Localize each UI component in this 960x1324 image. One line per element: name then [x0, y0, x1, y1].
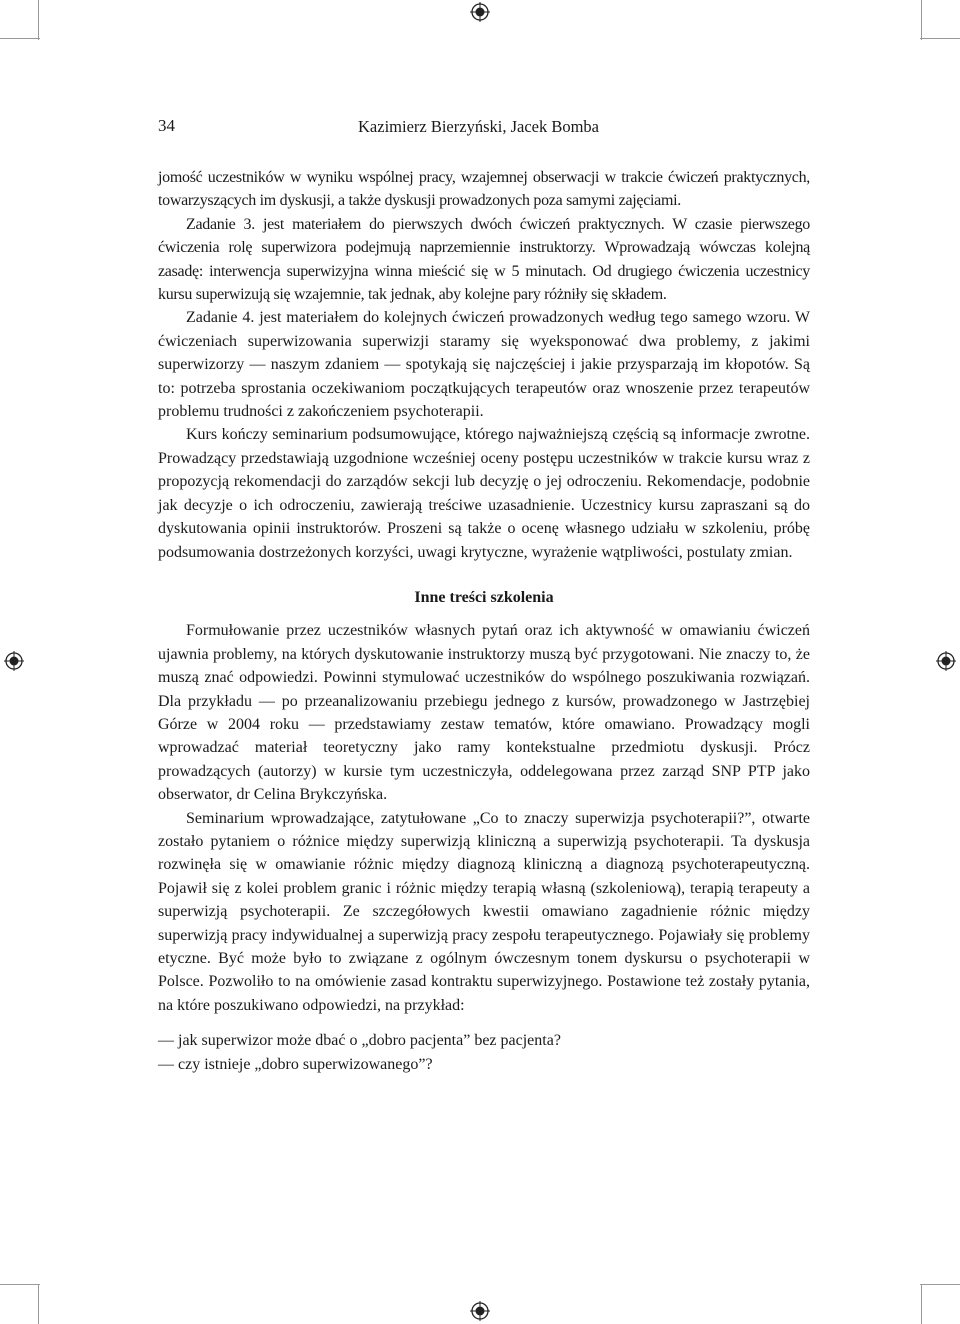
paragraph: Kurs kończy seminarium podsumowujące, którego najważniejszą częścią są informacje zwrotne. Prowadzący przedstawiają uzgodnione wcześniej oceny postępu uczestników w trakcie kursu wraz z propozycją rekomendacji do zarządów sekcji lub decyzję o jej odroczeniu. Rekomendacje, podobnie jak decyzje o ich odroczeniu, zawierają treściwe uzasadnienie. Uczestnicy kursu zapraszani są do dyskutowania opinii instruktorów. Proszeni są także o ocenę własnego udziału w szkoleniu, próbę podsumowania dostrzeżonych korzyści, uwagi krytyczne, wyrażenie wątpliwości, postulaty zmian.: [158, 426, 810, 561]
list-item: — czy istnieje „dobro superwizowanego”?: [158, 1055, 433, 1073]
paragraph: Seminarium wprowadzające, zatytułowane „Co to znaczy superwizja psychoterapii?”, otwarte zostało pytaniem o różnice między superwizją kliniczną a superwizją psychoterapii. Ta dyskusja rozwinęła się w omawianie różnic między diagnozą kliniczną a diagnozą psychoterapeutyczną. Pojawił się z kolei problem granic i różnic między terapią własną (szkoleniową), terapią terapeuty a superwizją psychoterapii. Ze szczegółowych kwestii omawiano zagadnienie różnic między superwizją pracy indywidualnej a superwizją pracy zespołu terapeutycznego. Pojawiały się problemy etyczne. Być może było to związane z ogólnym ówczesnym tonem dyskursu o psychoterapii w Polsce. Pozwoliło to na omówienie zasad kontraktu superwizyjnego. Postawione też zostały pytania, na które poszukiwano odpowiedzi, na przykład:: [158, 809, 810, 1014]
registration-mark-icon: [470, 1301, 490, 1321]
registration-mark-icon: [936, 651, 956, 671]
crop-mark: [921, 0, 922, 40]
crop-mark: [0, 38, 40, 39]
registration-mark-icon: [470, 2, 490, 22]
page-header: [158, 116, 808, 140]
list-item: — jak superwizor może dbać o „dobro pacjenta” bez pacjenta?: [158, 1032, 561, 1050]
running-head: Kazimierz Bierzyński, Jacek Bomba: [358, 117, 599, 136]
crop-mark: [920, 38, 960, 39]
paragraph: Zadanie 4. jest materiałem do kolejnych ćwiczeń prowadzonych według tego samego wzoru. W ćwiczeniach superwizowania superwizji staramy się wyeksponować dwa problemy, z jakimi superwizorzy — naszym zdaniem — spotykają się najczęściej i jakie przysparzają im kłopotów. Są to: potrzeba sprostania oczekiwaniom początkujących terapeutów oraz wnoszenie przez terapeutów problemu trudności z zakończeniem psychoterapii.: [158, 309, 810, 421]
section-heading: Inne treści szkolenia: [414, 588, 554, 606]
page-number: 34: [158, 116, 175, 135]
crop-mark: [921, 1284, 922, 1324]
crop-mark: [920, 1284, 960, 1285]
body-text: [158, 166, 810, 1076]
paragraph: Formułowanie przez uczestników własnych pytań oraz ich aktywność w omawianiu ćwiczeń ujawnia problemy, na których dyskutowanie instruktorzy muszą być przygotowani. Nie znaczy to, że muszą znać odpowiedzi. Powinni stymulować uczestników do wspólnego poszukiwania rozwiązań. Dla przykładu — po przeanalizowaniu przebiegu jednego z kursów, prowadzonego w Jastrzębiej Górze w 2004 roku — przedstawiamy zestaw tematów, które omawiano. Prowadzący mogli wprowadzać materiał teoretyczny jako ramy kontekstualne przedmiotu dyskusji. Prócz prowadzących (autorzy) w kursie tym uczestniczyła, oddelegowana przez zarząd SNP PTP jako obserwator, dr Celina Brykczyńska.: [158, 622, 810, 804]
question-list: [158, 1029, 810, 1076]
paragraph: jomość uczestników w wyniku wspólnej pracy, wzajemnej obserwacji w trakcie ćwiczeń praktycznych, towarzyszących im dyskusji, a także dyskusji prowadzonych poza samymi zajęciami.: [158, 169, 810, 210]
crop-mark: [38, 1284, 39, 1324]
crop-mark: [38, 0, 39, 40]
crop-mark: [0, 1284, 40, 1285]
paragraph: Zadanie 3. jest materiałem do pierwszych dwóch ćwiczeń praktycznych. W czasie pierwszego ćwiczenia rolę superwizora podejmują naprzemiennie instruktorzy. Wprowadzają wówczas kolejną zasadę: interwencja superwizyjna winna mieścić się w 5 minutach. Od drugiego ćwiczenia uczestnicy kursu superwizują się wzajemnie, tak jednak, aby kolejne pary różniły się składem.: [158, 215, 810, 304]
registration-mark-icon: [4, 651, 24, 671]
